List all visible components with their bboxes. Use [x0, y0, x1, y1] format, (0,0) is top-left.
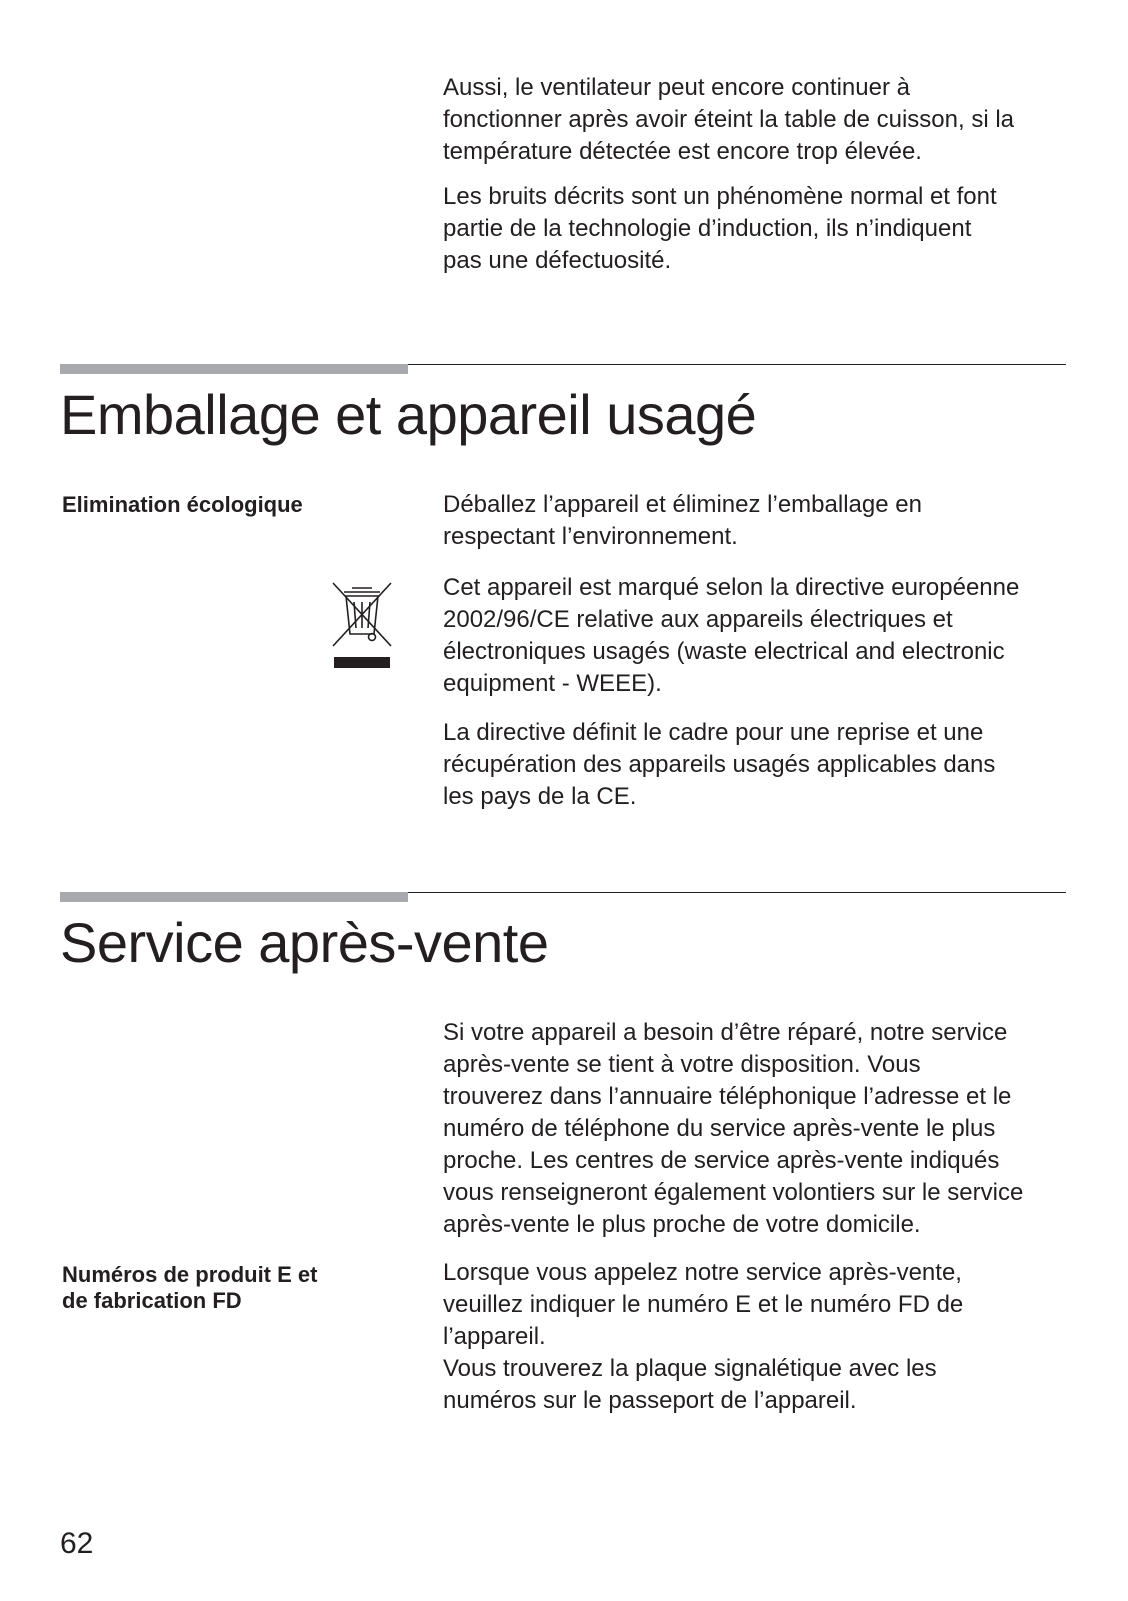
section-title-emballage: Emballage et appareil usagé [60, 383, 757, 446]
page-number: 62 [60, 1527, 94, 1560]
paragraph-service-intro: Si votre appareil a besoin d’être réparé, notre service après-vente se tient à votre disposition. Vous trouverez dans l’annuaire téléphonique l’adresse et le numéro de téléphone du service après-vente le plus proche. Les centres de service après-vente indiqués vous renseigneront également volontiers sur le service après-vente le plus proche de votre domicile. [443, 1019, 1024, 1238]
label-numeros-produit: Numéros de produit E et de fabrication FD [62, 1262, 318, 1313]
label-elimination: Elimination écologique [62, 492, 303, 517]
section-title-service: Service après-vente [60, 911, 549, 974]
weee-bin-icon [330, 580, 394, 670]
section-divider-bar [60, 892, 408, 902]
paragraph-directive-weee: Cet appareil est marqué selon la directive européenne 2002/96/CE relative aux appareils électriques et électroniques usagés (waste electrical and electronic equipment - WEEE). [443, 574, 1020, 697]
paragraph-numeros: Lorsque vous appelez notre service après-vente, veuillez indiquer le numéro E et le numéro FD de l’appareil. Vous trouverez la plaque signalétique avec les numéros sur le passeport de l’appareil. [443, 1259, 964, 1414]
section-divider-bar [60, 364, 408, 374]
paragraph-directive-cadre: La directive définit le cadre pour une reprise et une récupération des appareils usagés applicables dans les pays de la CE. [443, 719, 996, 810]
paragraph-deballez: Déballez l’appareil et éliminez l’emballage en respectant l’environnement. [443, 491, 922, 550]
intro-paragraph-2: Les bruits décrits sont un phénomène normal et font partie de la technologie d’induction, ils n’indiquent pas une défectuosité. [443, 183, 997, 274]
intro-paragraph-1: Aussi, le ventilateur peut encore continuer à fonctionner après avoir éteint la table de cuisson, si la température détectée est encore trop élevée. [443, 74, 1014, 165]
